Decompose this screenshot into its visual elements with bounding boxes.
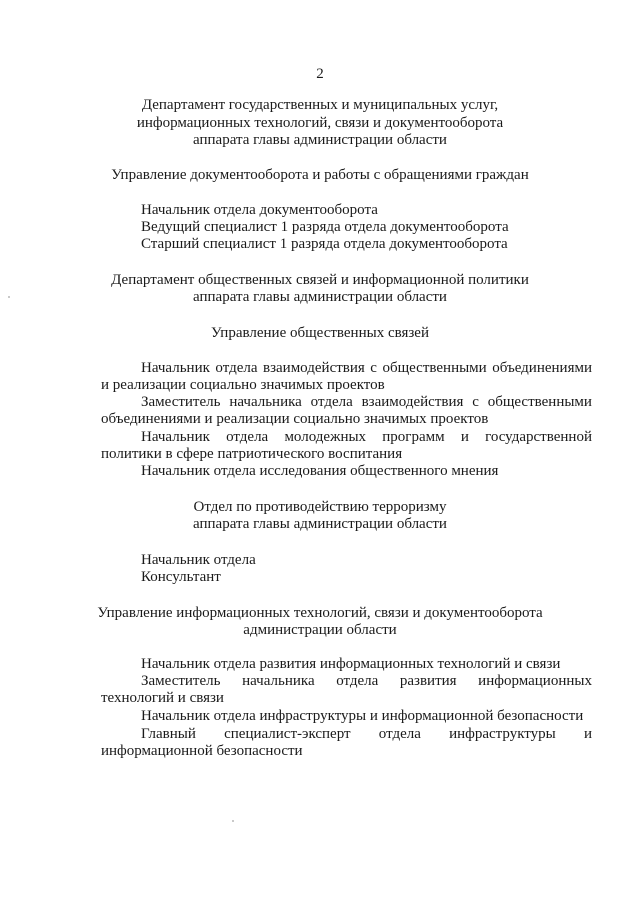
- position-item-first-line: Начальник отдела молодежных программ и государственной: [141, 429, 592, 445]
- position-item: Начальник отдела инфраструктуры и информационной безопасности: [141, 708, 584, 724]
- position-item: Начальник отдела исследования общественного мнения: [141, 463, 499, 479]
- position-item-first-line: Заместитель начальника отдела развития информационных: [141, 673, 592, 689]
- position-item-first-line: Начальник отдела взаимодействия с общественными объединениями: [141, 360, 592, 376]
- position-item: Старший специалист 1 разряда отдела документооборота: [141, 236, 508, 252]
- department-heading-line: аппарата главы администрации области: [193, 516, 447, 532]
- position-item: Начальник отдела документооборота: [141, 202, 378, 218]
- position-item: Консультант: [141, 569, 221, 585]
- position-item: Ведущий специалист 1 разряда отдела документооборота: [141, 219, 509, 235]
- scan-speck: [232, 820, 234, 822]
- directorate-heading-line: администрации области: [243, 622, 397, 638]
- position-item-continuation: информационной безопасности: [101, 743, 303, 759]
- department-heading-line: Департамент государственных и муниципальных услуг,: [141, 97, 499, 113]
- department-heading-line: аппарата главы администрации области: [193, 132, 447, 148]
- page-number: 2: [316, 66, 324, 82]
- department-heading-line: аппарата главы администрации области: [193, 289, 447, 305]
- position-item-continuation: и реализации социально значимых проектов: [101, 377, 385, 393]
- position-item-first-line: Главный специалист-эксперт отдела инфраструктуры и: [141, 726, 592, 742]
- position-item-continuation: политики в сфере патриотического воспитания: [101, 446, 403, 462]
- position-item-first-line: Заместитель начальника отдела взаимодействия с общественными: [141, 394, 592, 410]
- department-heading-line: информационных технологий, связи и документооборота: [136, 115, 504, 131]
- directorate-heading: Управление документооборота и работы с обращениями граждан: [111, 167, 529, 183]
- position-item: Начальник отдела: [141, 552, 256, 568]
- directorate-heading: Управление общественных связей: [211, 325, 429, 341]
- department-heading-line: Департамент общественных связей и информационной политики: [111, 272, 529, 288]
- position-item-continuation: объединениями и реализации социально значимых проектов: [101, 411, 489, 427]
- position-item: Начальник отдела развития информационных технологий и связи: [141, 656, 561, 672]
- department-heading-line: Отдел по противодействию терроризму: [193, 499, 447, 515]
- position-item-continuation: технологий и связи: [101, 690, 224, 706]
- directorate-heading-line: Управление информационных технологий, связи и документооборота: [97, 605, 543, 621]
- scan-speck: [8, 296, 10, 298]
